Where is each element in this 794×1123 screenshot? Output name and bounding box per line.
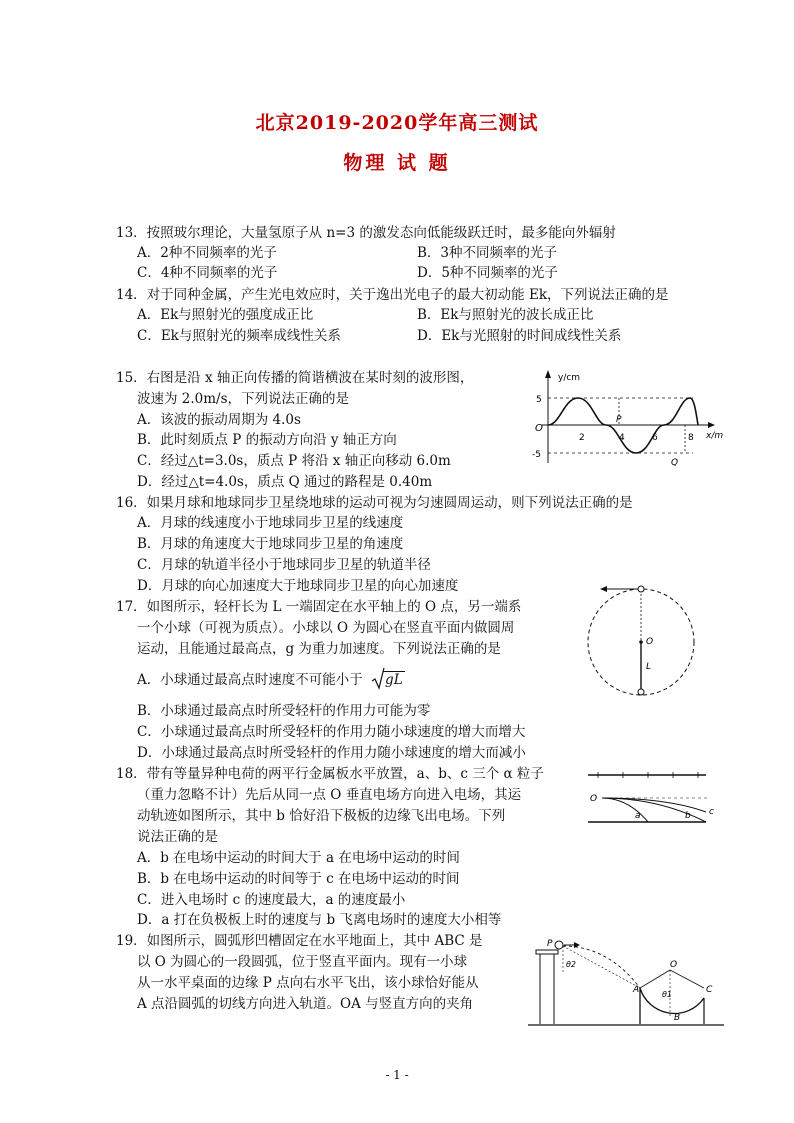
- q16-option-c: C．月球的轨道半径小于地球同步卫星的轨道半径: [137, 557, 431, 573]
- point-a-label: A: [633, 985, 640, 995]
- y-axis-arrow: [545, 370, 551, 378]
- q18-stem-line-2: （重力忽略不计）先后从同一点 O 垂直电场方向进入电场，其运: [137, 787, 522, 803]
- y-axis-label: y/cm: [558, 373, 581, 383]
- q15-option-d: D．经过△t=4.0s，质点 Q 通过的路程是 0.40m: [137, 474, 433, 490]
- q18-option-c: C．进入电场时 c 的速度最大，a 的速度最小: [137, 892, 406, 908]
- length-l-label: L: [646, 662, 652, 672]
- ball-bottom: [638, 689, 644, 695]
- q17-option-c: C．小球通过最高点时所受轻杆的作用力随小球速度的增大而增大: [137, 724, 526, 740]
- arc-groove-figure: [528, 932, 724, 1032]
- q15-option-c: C．经过△t=3.0s，质点 P 将沿 x 轴正向移动 6.0m: [137, 453, 451, 469]
- q14-option-c: C．Ek与照射光的频率成线性关系: [137, 328, 341, 344]
- q15-option-b: B．此时刻质点 P 的振动方向沿 y 轴正方向: [137, 432, 397, 448]
- theta2-label: θ2: [566, 960, 576, 969]
- q19-stem-line-3: 从一水平桌面的边缘 P 点向右水平飞出，该小球恰好能从: [137, 975, 479, 991]
- q16-option-a: A．月球的线速度小于地球同步卫星的线速度: [137, 515, 404, 531]
- label-b: b: [685, 811, 691, 821]
- q16-option-d: D．月球的向心加速度大于地球同步卫星的向心加速度: [137, 578, 459, 594]
- q17-stem-line-2: 一个小球（可视为质点）。小球以 O 为圆心在竖直平面内做圆周: [137, 620, 515, 636]
- x-tick-8: 8: [688, 433, 694, 443]
- y-tick-neg: -5: [532, 450, 541, 460]
- q17-stem-line-1: 17．如图所示，轻杆长为 L 一端固定在水平轴上的 O 点，另一端系: [116, 599, 522, 615]
- exam-subtitle: 物理 试 题: [343, 152, 451, 174]
- point-b-label: B: [674, 1013, 681, 1023]
- q15-stem-line-1: 15．右图是沿 x 轴正向传播的简谐横波在某时刻的波形图，: [116, 370, 474, 386]
- table-top: [536, 950, 558, 954]
- arc-groove: [640, 988, 704, 1024]
- x-tick-4: 4: [619, 433, 625, 443]
- q14-option-d: D．Ek与光照射的时间成线性关系: [417, 328, 622, 344]
- x-axis-arrow: [708, 422, 715, 428]
- q14-option-a: A．Ek与照射光的强度成正比: [137, 307, 314, 323]
- q16-option-b: B．月球的角速度大于地球同步卫星的角速度: [137, 536, 404, 552]
- q15-option-a: A．该波的振动周期为 4.0s: [137, 412, 301, 428]
- q19-stem-line-1: 19．如图所示，圆弧形凹槽固定在水平地面上，其中 ABC 是: [116, 933, 483, 949]
- point-q-label: Q: [671, 458, 679, 468]
- point-p-label: P: [547, 939, 553, 949]
- q14-option-b: B．Ek与照射光的波长成正比: [417, 307, 594, 323]
- q14-stem: 14．对于同种金属，产生光电效应时，关于逸出光电子的最大初动能 Ek，下列说法正确的是: [116, 287, 669, 303]
- sqrt-expression: [371, 670, 405, 690]
- parallel-plates-figure: [588, 770, 718, 828]
- x-axis-label: x/m: [706, 431, 724, 441]
- velocity-arrowhead: [600, 586, 607, 592]
- radical-sign-icon: [371, 667, 385, 691]
- theta1-label: θ1: [662, 990, 672, 999]
- q18-stem-line-4: 说法正确的是: [137, 829, 218, 845]
- point-o-label: O: [646, 637, 654, 647]
- q17-option-d: D．小球通过最高点时所受轻杆的作用力随小球速度的增大而减小: [137, 745, 526, 761]
- axis-point: [639, 640, 643, 644]
- y-tick-pos: 5: [536, 395, 542, 405]
- exam-title: 北京2019-2020学年高三测试: [255, 112, 539, 134]
- q17-option-a-text: A．小球通过最高点时速度不可能小于: [137, 672, 363, 688]
- radius-oc: [670, 970, 704, 988]
- q15-stem-line-2: 波速为 2.0m/s，下列说法正确的是: [137, 391, 350, 407]
- point-p-label: P: [616, 415, 622, 425]
- x-tick-6: 6: [652, 433, 658, 443]
- point-o-label: O: [590, 794, 598, 804]
- q19-stem-line-4: A 点沿圆弧的切线方向进入轨道。OA 与竖直方向的夹角: [137, 996, 474, 1012]
- point-c-label: C: [706, 985, 713, 995]
- q13-option-d: D．5种不同频率的光子: [417, 265, 558, 281]
- q17-option-b: B．小球通过最高点时所受轻杆的作用力可能为零: [137, 703, 431, 719]
- origin-label: O: [535, 423, 543, 434]
- sqrt-radicand: gL: [385, 672, 403, 688]
- label-c: c: [709, 807, 714, 817]
- wave-figure: [528, 368, 728, 468]
- ball: [555, 941, 563, 949]
- q13-option-c: C．4种不同频率的光子: [137, 265, 278, 281]
- q18-stem-line-3: 动轨迹如图所示，其中 b 恰好沿下极板的边缘飞出电场。下列: [137, 808, 506, 824]
- label-a: a: [635, 811, 641, 821]
- q13-option-a: A．2种不同频率的光子: [137, 245, 277, 261]
- q16-stem: 16．如果月球和地球同步卫星绕地球的运动可视为匀速圆周运动，则下列说法正确的是: [116, 495, 633, 511]
- q18-stem-line-1: 18．带有等量异种电荷的两平行金属板水平放置，a、b、c 三个 α 粒子: [116, 766, 544, 782]
- radius-oa: [640, 970, 670, 988]
- q13-option-b: B．3种不同频率的光子: [417, 245, 558, 261]
- ball-top: [638, 586, 644, 592]
- q13-stem: 13．按照玻尔理论，大量氢原子从 n=3 的激发态向低能级跃迁时，最多能向外辐射: [116, 225, 616, 241]
- q18-option-b: B．b 在电场中运动的时间等于 c 在电场中运动的时间: [137, 871, 460, 887]
- point-o-label: O: [670, 960, 678, 970]
- q17-option-a: [137, 670, 405, 690]
- x-tick-2: 2: [579, 433, 585, 443]
- q19-stem-line-2: 以 O 为圆心的一段圆弧，位于竖直平面内。现有一小球: [137, 954, 468, 970]
- trajectory-a: [602, 798, 648, 822]
- q18-option-d: D．a 打在负极板上时的速度与 b 飞离电场时的速度大小相等: [137, 912, 502, 928]
- circle-rod-figure: [585, 582, 700, 700]
- q18-option-a: A．b 在电场中运动的时间大于 a 在电场中运动的时间: [137, 850, 460, 866]
- q17-stem-line-3: 运动，且能通过最高点，g 为重力加速度。下列说法正确的是: [137, 641, 501, 657]
- page-number: - 1 -: [385, 1068, 409, 1082]
